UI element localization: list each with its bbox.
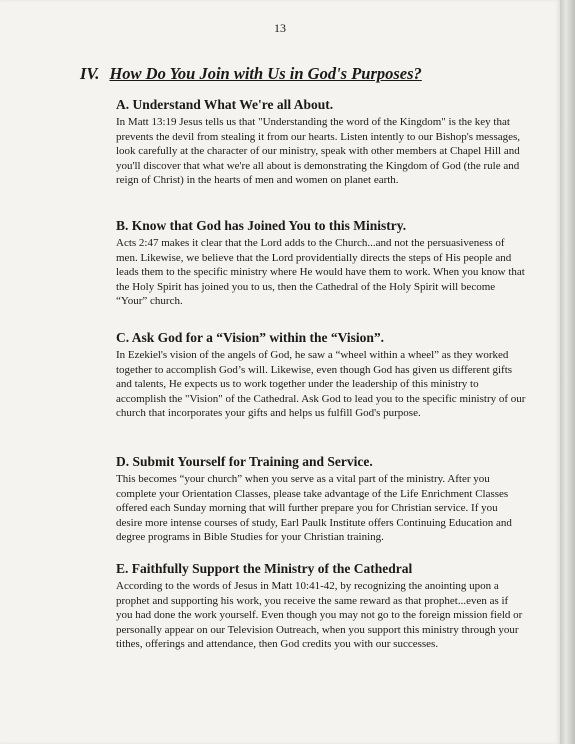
page-number: 13 [274, 21, 286, 35]
scan-edge [560, 0, 575, 744]
subsection-body: This becomes “your church” when you serve as a vital part of the ministry. After you complete your Orientation Classes, please take advantage of the Life Enrichment Classes offered each Sunday morning that will further prepare you for Christian service. If you desire more intense courses of study, Earl Paulk Institute offers Continuing Education and degree programs in Bible Studies for your Christian training. [116, 473, 512, 544]
section-heading [80, 64, 422, 84]
heading-numeral: IV. [80, 64, 100, 83]
subsection-title: E. Faithfully Support the Ministry of the Cathedral [116, 561, 413, 576]
subsection-body: In Ezekiel's vision of the angels of God, he saw a “wheel within a wheel” as they worked together to accomplish God’s will. Likewise, even though God has given us different gifts and talents, He expects us to work together under the leadership of this ministry to accomplish the "Vision" of the Cathedral. Ask God to lead you to the specific ministry of our church that incorporates your gifts and helps us fulfill God's purpose. [116, 349, 526, 420]
subsection-body: According to the words of Jesus in Matt 10:41-42, by recognizing the anointing upon a prophet and supporting his work, you receive the same reward as that prophet...even as if you had done the work yourself. Even though you may not go to the foreign mission field or personally appear on our Television Outreach, when you support this ministry through your tithes, offerings and attendance, then God credits you with our successes. [116, 580, 523, 651]
subsection-training [116, 454, 526, 545]
subsection-title: B. Know that God has Joined You to this Ministry. [116, 218, 407, 233]
subsection-body: In Matt 13:19 Jesus tells us that "Understanding the word of the Kingdom" is the key that prevents the devil from stealing it from our hearts. Listen intently to our Bishop's messages, look carefully at the character of our ministry, speak with other members at Chapel Hill and you'll discover that what we're all about is demonstrating the Kingdom of God (the rule and reign of Christ) in the hearts of men and women on planet earth. [116, 116, 521, 187]
heading-title: How Do You Join with Us in God's Purposes? [109, 64, 422, 83]
subsection-title: A. Understand What We're all About. [116, 97, 334, 112]
subsection-body: Acts 2:47 makes it clear that the Lord adds to the Church...and not the persuasiveness of men. Likewise, we believe that the Lord providentially directs the steps of His people and leads them to the specific ministry where He would have them to work. When you know that the Holy Spirit has joined you to us, then the Cathedral of the Holy Spirit will become “Your” church. [116, 237, 525, 308]
subsection-know [116, 218, 526, 309]
subsection-title: C. Ask God for a “Vision” within the “Vision”. [116, 330, 385, 345]
subsection-vision [116, 330, 526, 421]
subsection-support [116, 561, 526, 652]
subsection-understand [116, 97, 526, 188]
subsection-title: D. Submit Yourself for Training and Service. [116, 454, 373, 469]
